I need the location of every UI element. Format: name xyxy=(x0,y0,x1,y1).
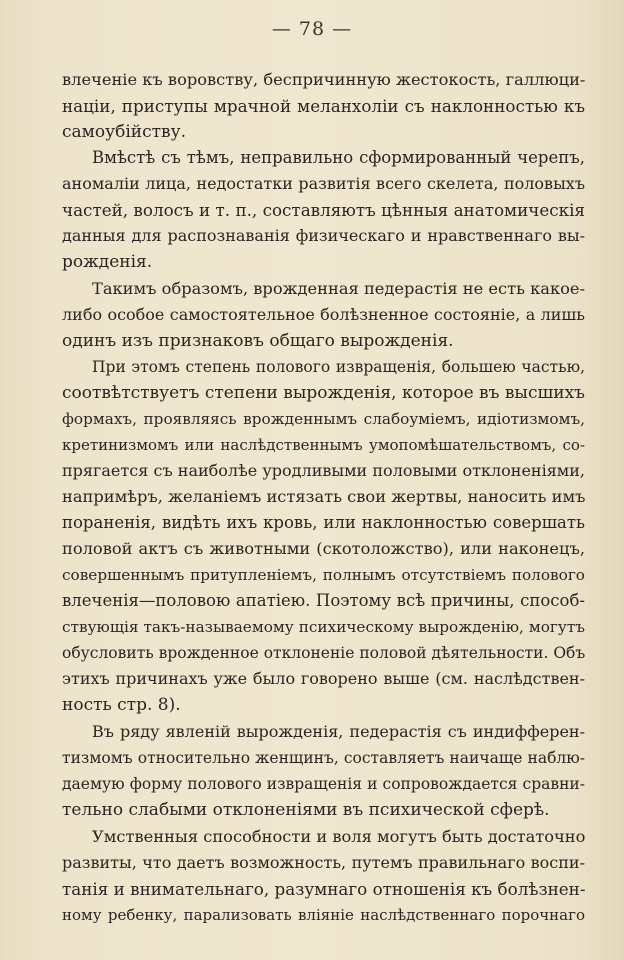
text-line: напримѣръ, желаніемъ истязать свои жертвы, наносить имъ xyxy=(62,487,586,506)
text-line: ность стр. 8). xyxy=(62,695,181,715)
text-line: влеченія—половою апатіею. Поэтому всѣ причины, способ- xyxy=(62,591,585,610)
text-line: развиты, что даетъ возможность, путемъ правильнаго воспи- xyxy=(62,853,585,872)
text-line: либо особое самостоятельное болѣзненное состояніе, а лишь xyxy=(62,305,585,324)
text-line: обусловить врожденное отклоненіе половой дѣятельности. Объ xyxy=(62,644,586,662)
text-line: кретинизмомъ или наслѣдственнымъ умопомѣшательствомъ, со- xyxy=(62,436,585,454)
text-line: Умственныя способности и воля могутъ быть достаточно xyxy=(92,827,586,846)
text-line: аномаліи лица, недостатки развитія всего скелета, половыхъ xyxy=(62,174,585,193)
text-line: данныя для распознаванія физическаго и нравственнаго вы- xyxy=(62,226,585,245)
text-line: Вмѣстѣ съ тѣмъ, неправильно сформированный черепъ, xyxy=(92,148,585,167)
text-line: Такимъ образомъ, врожденная педерастія не есть какое- xyxy=(92,279,586,298)
text-line: прягается съ наиболѣе уродливыми половыми отклоненіями, xyxy=(62,461,585,480)
text-line: ствующія такъ-называемому психическому вырожденію, могутъ xyxy=(62,618,585,636)
text-line: половой актъ съ животными (скотоложство), или наконецъ, xyxy=(62,539,585,558)
text-line: тельно слабыми отклоненіями въ психической сферѣ. xyxy=(62,800,550,820)
text-line: націи, приступы мрачной меланхоліи съ наклонностью къ xyxy=(62,96,585,116)
text-line: одинъ изъ признаковъ общаго вырожденія. xyxy=(62,331,454,351)
text-line: танія и внимательнаго, разумнаго отношенія къ болѣзнен- xyxy=(62,879,586,899)
text-line: влеченіе къ воровству, беспричинную жестокость, галлюци- xyxy=(62,70,586,89)
text-line: соотвѣтствуетъ степени вырожденія, которое въ высшихъ xyxy=(62,383,585,403)
text-line: даемую форму полового извращенія и сопровождается сравни- xyxy=(62,775,585,793)
text-line: тизмомъ относительно женщинъ, составляетъ наичаще наблю- xyxy=(62,749,585,767)
text-line: При этомъ степень полового извращенія, большею частью, xyxy=(92,358,585,376)
text-line: Въ ряду явленій вырожденія, педерастія съ индифферен- xyxy=(92,722,585,741)
page-number: — 78 — xyxy=(271,18,353,40)
text-line: формахъ, проявляясь врожденнымъ слабоуміемъ, идіотизмомъ, xyxy=(62,410,585,428)
text-line: совершеннымъ притупленіемъ, полнымъ отсутствіемъ полового xyxy=(62,566,585,584)
text-line: частей, волосъ и т. п., составляютъ цѣнныя анатомическія xyxy=(62,200,586,220)
text-line: этихъ причинахъ уже было говорено выше (см. наслѣдствен- xyxy=(62,669,585,688)
text-line: рожденія. xyxy=(62,252,153,272)
text-line: пораненія, видѣть ихъ кровь, или наклонностью совершать xyxy=(62,513,585,532)
text-line: ному ребенку, парализовать вліяніе наслѣдственнаго порочнаго xyxy=(62,906,585,924)
text-line: самоубійству. xyxy=(62,122,187,142)
